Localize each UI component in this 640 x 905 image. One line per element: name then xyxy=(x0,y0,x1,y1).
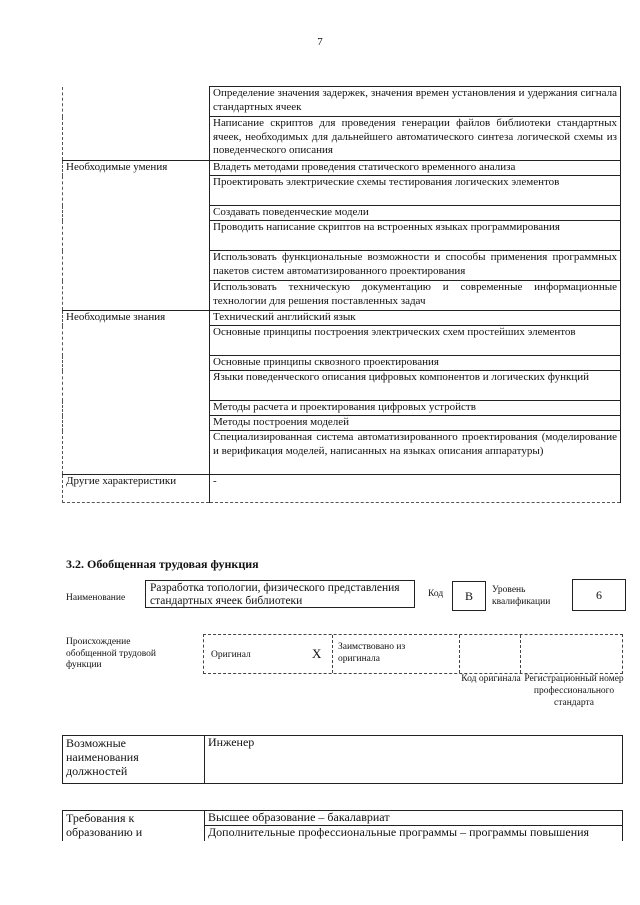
table-cell: Специализированная система автоматизированного проектирования (моделирование и верификация моделей, написанных на языках описания аппаратуры) xyxy=(210,431,621,475)
name-label: Наименование xyxy=(66,593,126,603)
code-label: Код xyxy=(428,589,444,599)
table-cell: Создавать поведенческие модели xyxy=(210,206,621,221)
table-cell: Написание скриптов для проведения генерации файлов библиотеки стандартных ячеек, необходимых для дальнейшего автоматического синтеза логической схемы из поведенческого описания xyxy=(210,117,621,161)
education-row: Дополнительные профессиональные программы – программы повышения xyxy=(205,825,623,841)
table-cell: Основные принципы построения электрических схем простейших элементов xyxy=(210,326,621,356)
table-cell: Использовать техническую документацию и современные информационные технологии для решения поставленных задач xyxy=(210,281,621,311)
original-code-label: Код оригинала xyxy=(461,674,521,684)
level-label: Уровень квалификации xyxy=(492,585,551,607)
positions-label: Возможные наименования должностей xyxy=(63,736,205,784)
table-cell: Определение значения задержек, значения времен установления и удержания сигнала стандартных ячеек xyxy=(210,87,621,117)
table-cell: Основные принципы сквозного проектирования xyxy=(210,356,621,371)
origin-box xyxy=(203,634,623,674)
skills-table xyxy=(62,86,621,503)
table-cell: Владеть методами проведения статического временного анализа xyxy=(210,161,621,176)
education-label: Требования к образованию и xyxy=(63,811,205,842)
section-title: 3.2. Обобщенная трудовая функция xyxy=(66,557,259,571)
table-cell: Методы расчета и проектирования цифровых устройств xyxy=(210,401,621,416)
table-cell: Языки поведенческого описания цифровых компонентов и логических функций xyxy=(210,371,621,401)
positions-table xyxy=(62,735,623,784)
original-mark: X xyxy=(312,646,322,661)
other-value: - xyxy=(210,475,621,503)
borrowed-label: Заимствовано из оригинала xyxy=(338,642,406,664)
table-cell: Проводить написание скриптов на встроенных языках программирования xyxy=(210,221,621,251)
positions-value: Инженер xyxy=(205,736,623,784)
other-label: Другие характеристики xyxy=(63,475,210,503)
original-label: Оригинал xyxy=(211,650,251,660)
function-name: Разработка топологии, физического представления стандартных ячеек библиотеки xyxy=(145,580,415,608)
education-table xyxy=(62,810,623,841)
table-cell: Технический английский язык xyxy=(210,311,621,326)
reg-number-label: Регистрационный номер профессионального стандарта xyxy=(524,674,624,708)
education-row: Высшее образование – бакалавриат xyxy=(205,811,623,826)
origin-label: Происхождение обобщенной трудовой функции xyxy=(66,637,156,670)
page-number: 7 xyxy=(317,36,323,48)
table-cell: Использовать функциональные возможности и способы применения программных пакетов систем автоматизированного проектирования xyxy=(210,251,621,281)
level-value: 6 xyxy=(572,579,626,611)
table-cell: Методы построения моделей xyxy=(210,416,621,431)
code-value: B xyxy=(452,581,486,611)
table-cell: Проектировать электрические схемы тестирования логических элементов xyxy=(210,176,621,206)
skills-label: Необходимые умения xyxy=(63,161,210,176)
knowledge-label: Необходимые знания xyxy=(63,311,210,326)
